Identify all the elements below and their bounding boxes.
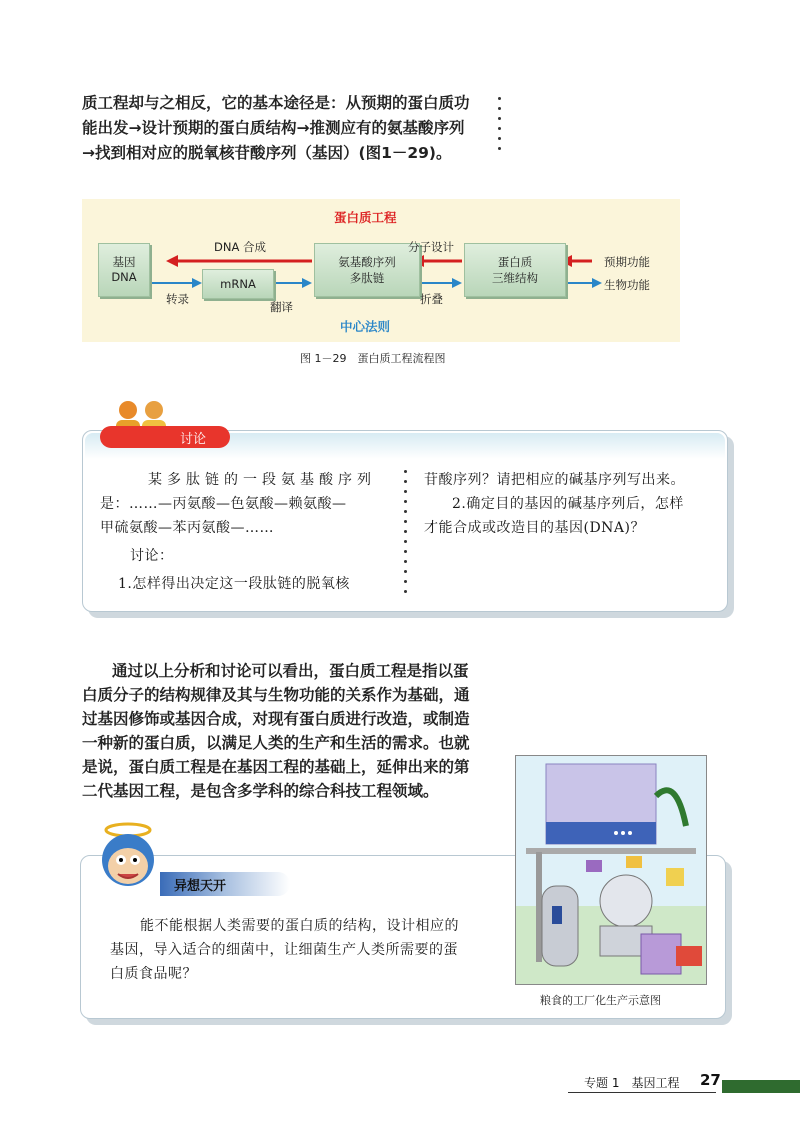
body-line: 二代基因工程，是包含多学科的综合科技工程领域。 <box>82 782 439 800</box>
polypeptide-label: 多肽链 <box>349 271 385 285</box>
discussion-line: 讨论： <box>130 548 174 564</box>
discussion-line: 2.确定目的基因的碱基序列后，怎样 <box>452 496 684 512</box>
discussion-line: 甲硫氨酸—苯丙氨酸—…… <box>100 520 274 536</box>
factory-caption: 粮食的工厂化生产示意图 <box>540 994 661 1007</box>
discussion-divider <box>404 470 408 600</box>
central-dogma-label: 中心法则 <box>340 319 391 334</box>
intro-paragraph <box>82 91 502 166</box>
3d-structure-label: 三维结构 <box>492 271 538 285</box>
dna-label: DNA <box>111 270 137 284</box>
molecular-design-label: 分子设计 <box>408 240 454 254</box>
page-number: 27 <box>700 1071 721 1089</box>
gene-dna-box <box>98 243 150 297</box>
discussion-tag <box>100 426 230 448</box>
imagine-line: 白质食品呢？ <box>110 966 197 982</box>
body-line: 通过以上分析和讨论可以看出，蛋白质工程是指以蛋 <box>112 662 469 680</box>
food-factory-illustration <box>515 755 707 985</box>
intro-line: 质工程却与之相反，它的基本途径是：从预期的蛋白质功 <box>82 94 470 112</box>
cartoon-face-icon <box>96 820 160 892</box>
flowchart-title: 蛋白质工程 <box>334 210 397 225</box>
discussion-line: 是：……—丙氨酸—色氨酸—赖氨酸— <box>100 496 347 512</box>
discussion-right <box>424 468 724 540</box>
folding-label: 折叠 <box>420 292 443 306</box>
figure-caption: 图 1－29 蛋白质工程流程图 <box>300 352 446 365</box>
discussion-line: 苷酸序列？请把相应的碱基序列写出来。 <box>424 472 685 488</box>
transcription-label: 转录 <box>166 292 189 306</box>
imagine-line: 能不能根据人类需要的蛋白质的结构，设计相应的 <box>140 918 459 934</box>
body-line: 一种新的蛋白质，以满足人类的生产和生活的需求。也就 <box>82 734 470 752</box>
protein-structure-box <box>464 243 566 297</box>
discussion-tag-label: 讨论 <box>180 432 207 447</box>
dna-synthesis-label: DNA 合成 <box>214 240 266 254</box>
amino-acid-label: 氨基酸序列 <box>338 255 396 269</box>
biological-function-label: 生物功能 <box>604 278 650 292</box>
translation-label: 翻译 <box>270 300 293 314</box>
mrna-box <box>202 269 274 299</box>
protein-label: 蛋白质 <box>497 255 533 269</box>
footer-rule <box>568 1092 716 1093</box>
intro-line: →找到相对应的脱氧核苷酸序列（基因）(图1－29)。 <box>82 144 452 162</box>
imagine-tag <box>160 872 290 896</box>
body-paragraph <box>82 659 512 803</box>
intro-line: 能出发→设计预期的蛋白质结构→推测应有的氨基酸序列 <box>82 119 465 137</box>
imagine-tag-label: 异想天开 <box>174 879 227 894</box>
mrna-label: mRNA <box>220 277 256 291</box>
body-line: 是说，蛋白质工程是在基因工程的基础上，延伸出来的第 <box>82 758 470 776</box>
discussion-left <box>100 468 400 596</box>
imagine-text <box>110 914 520 986</box>
amino-acid-box <box>314 243 420 297</box>
gene-label: 基因 <box>112 255 136 269</box>
expected-function-label: 预期功能 <box>604 255 650 269</box>
footer-green-bar <box>722 1080 800 1093</box>
factory-drawing <box>516 756 706 984</box>
body-line: 过基因修饰或基因合成，对现有蛋白质进行改造，或制造 <box>82 710 470 728</box>
body-line: 白质分子的结构规律及其与生物功能的关系作为基础，通 <box>82 686 470 704</box>
discussion-line: 1.怎样得出决定这一段肽链的脱氧核 <box>118 576 350 592</box>
discussion-line: 某多肽链的一段氨基酸序列 <box>148 472 376 488</box>
discussion-line: 才能合成或改造目的基因(DNA)？ <box>424 520 646 536</box>
footer-topic: 专题 1 基因工程 <box>584 1076 680 1090</box>
imagine-line: 基因，导入适合的细菌中，让细菌生产人类所需要的蛋 <box>110 942 458 958</box>
protein-engineering-flowchart <box>82 199 680 342</box>
margin-dots <box>498 97 502 157</box>
